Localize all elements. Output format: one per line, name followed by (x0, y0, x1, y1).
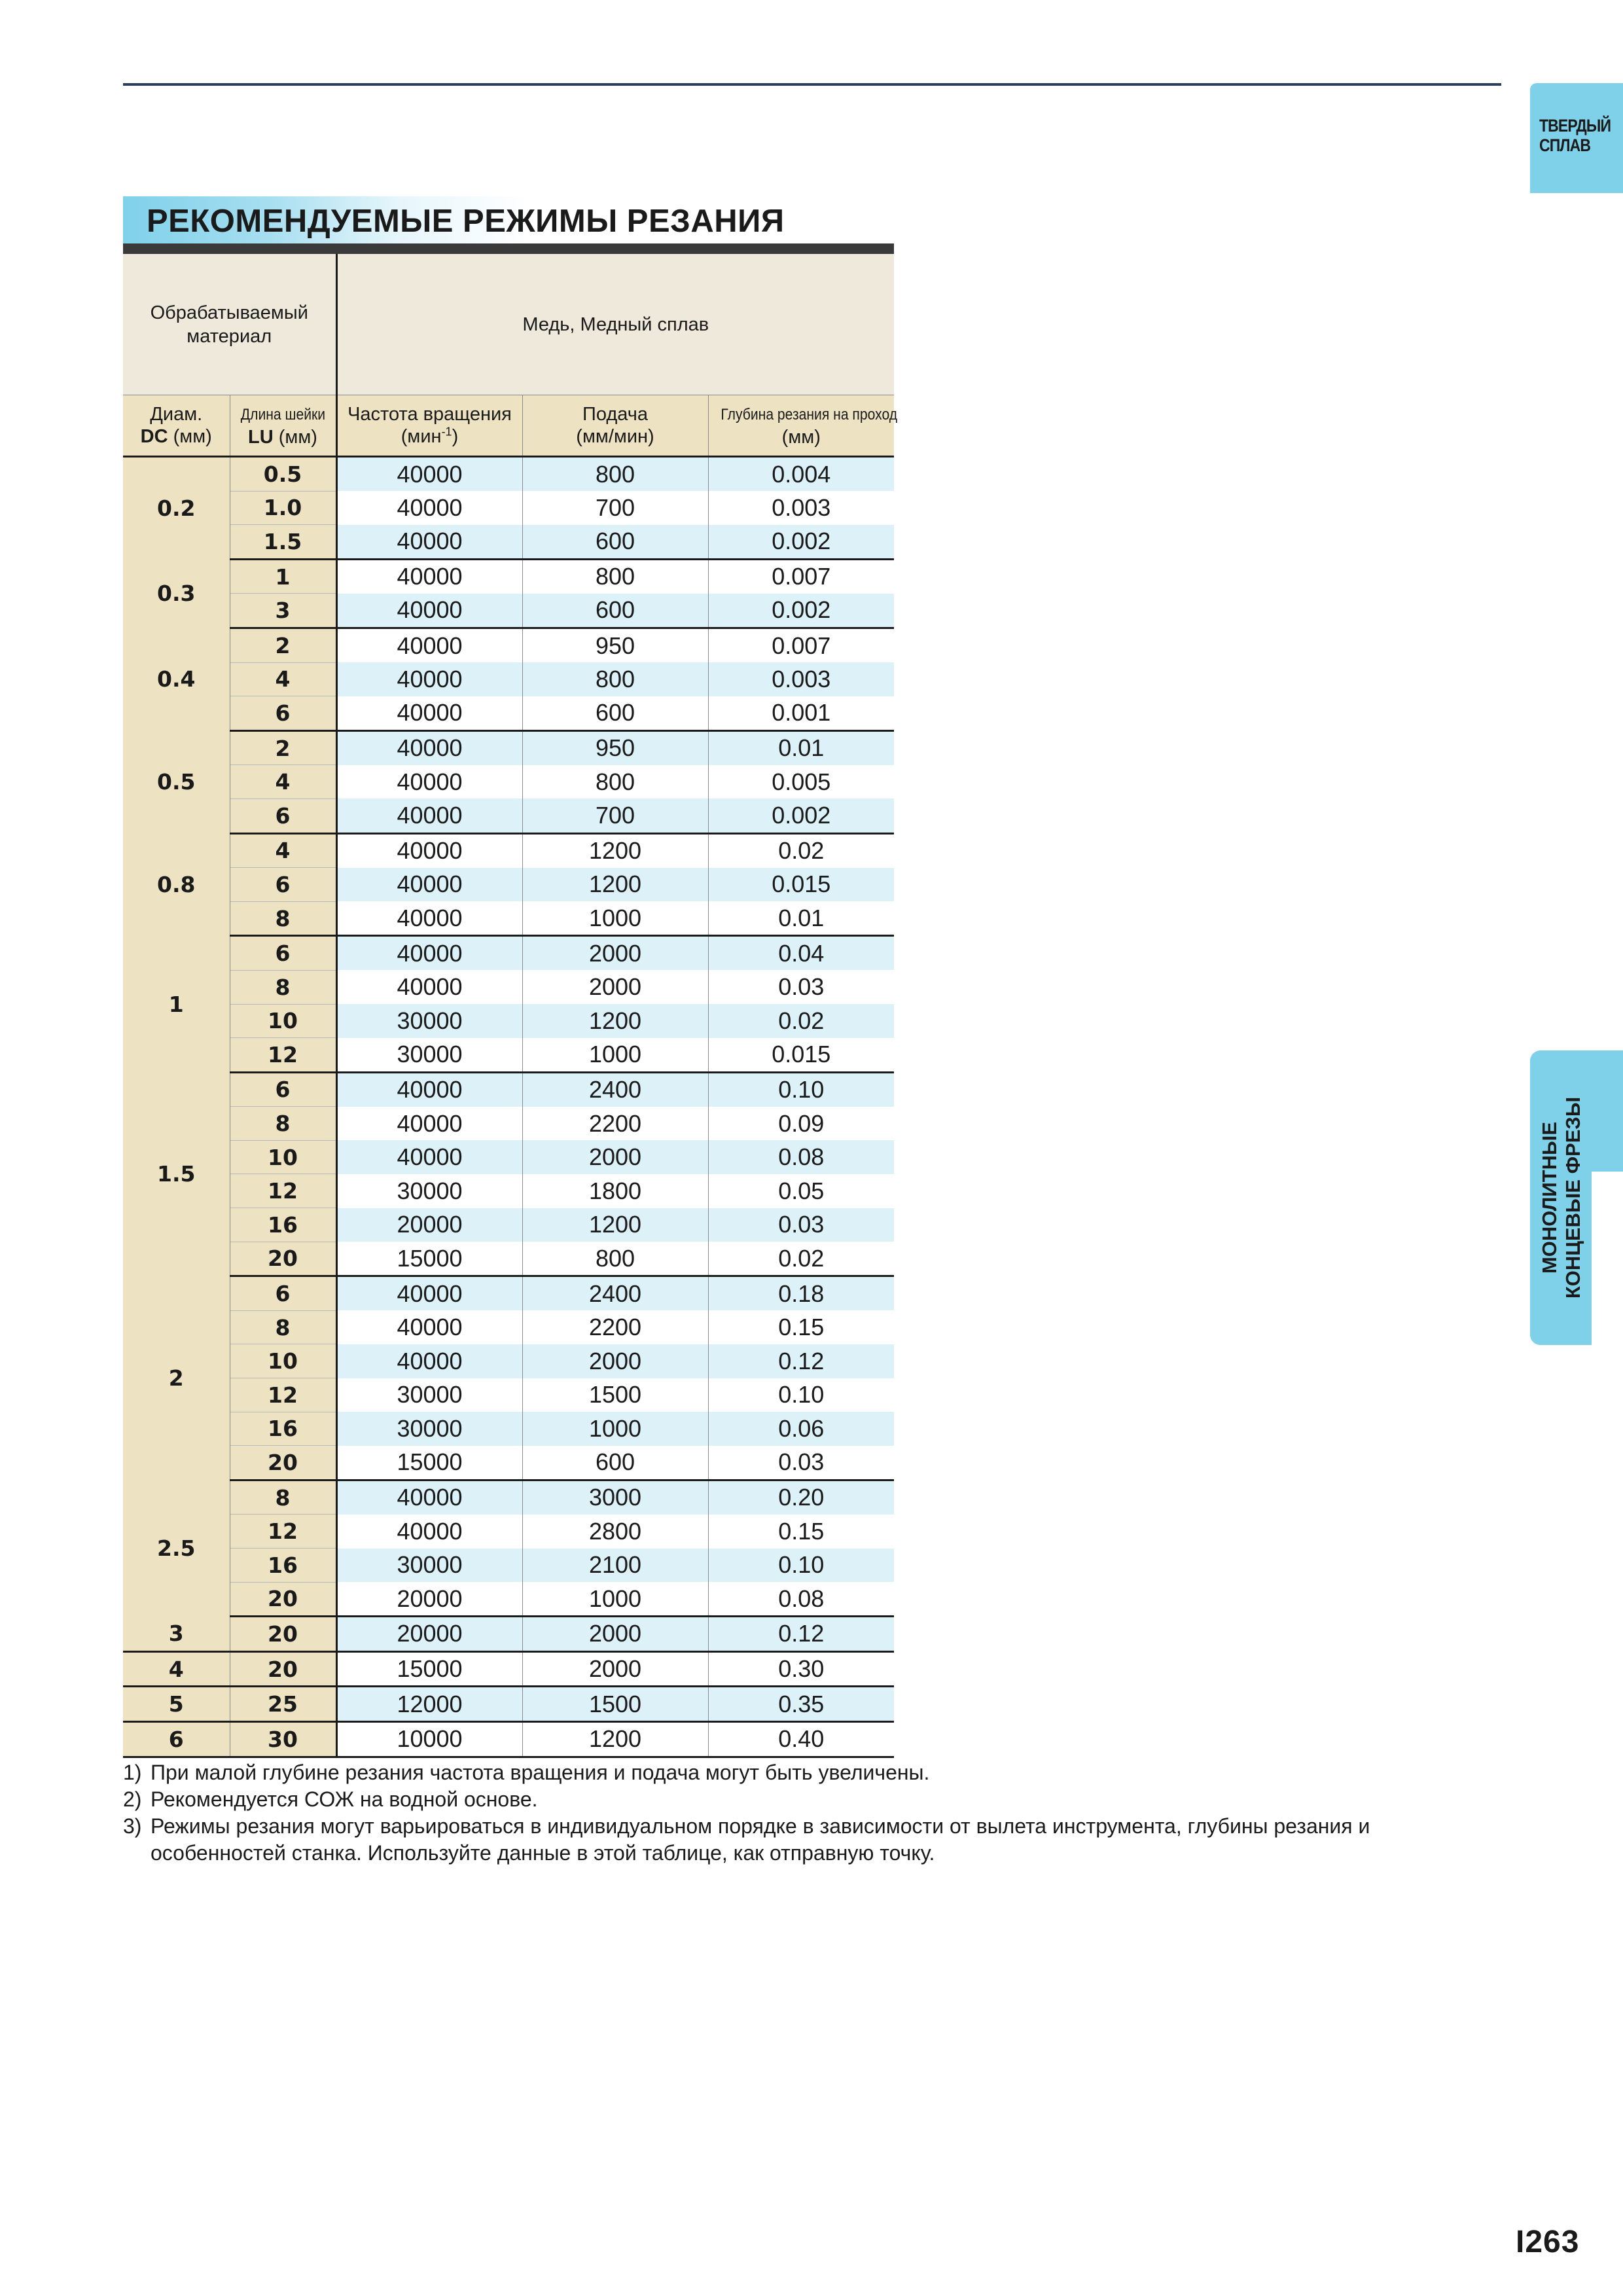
table-row (123, 1276, 894, 1311)
table-row (123, 1310, 894, 1344)
cell-lu: 8 (230, 901, 336, 936)
cell-lu: 6 (230, 1276, 336, 1311)
table-row (123, 1242, 894, 1276)
section-tab-line: МОНОЛИТНЫЕ (1538, 1121, 1561, 1274)
cell-depth: 0.10 (708, 1549, 894, 1583)
table-row (123, 868, 894, 902)
cell-speed: 40000 (336, 1140, 522, 1174)
cell-feed: 2200 (522, 1310, 708, 1344)
cell-feed: 1200 (522, 1004, 708, 1038)
table-row (123, 525, 894, 560)
cell-lu: 4 (230, 765, 336, 799)
col-header-text: Подача (582, 404, 648, 425)
table-row (123, 798, 894, 833)
cell-feed: 800 (522, 559, 708, 594)
cell-speed: 12000 (336, 1687, 522, 1722)
cell-lu: 8 (230, 1107, 336, 1141)
cell-feed: 800 (522, 765, 708, 799)
cell-feed: 1200 (522, 1208, 708, 1242)
table-row (123, 1582, 894, 1617)
cell-feed: 2000 (522, 970, 708, 1004)
cell-depth: 0.03 (708, 1208, 894, 1242)
section-tab-line: ТВЕРДЫЙ (1539, 116, 1611, 135)
cell-depth: 0.03 (708, 970, 894, 1004)
cell-depth: 0.15 (708, 1515, 894, 1549)
footnote-text: При малой глубине резания частота вращения и подача могут быть увеличены. (151, 1761, 930, 1784)
cell-depth: 0.002 (708, 798, 894, 833)
cell-lu: 4 (230, 662, 336, 696)
cell-feed: 600 (522, 696, 708, 731)
cell-feed: 2000 (522, 1617, 708, 1652)
cell-speed: 15000 (336, 1446, 522, 1480)
cell-feed: 1000 (522, 1412, 708, 1446)
material-label-line: Обрабатываемый (150, 302, 308, 323)
cell-feed: 1200 (522, 868, 708, 902)
cell-feed: 3000 (522, 1480, 708, 1515)
table-row (123, 730, 894, 765)
footnote (123, 1786, 1497, 1813)
table-row (123, 1549, 894, 1583)
cell-lu: 16 (230, 1412, 336, 1446)
cell-speed: 40000 (336, 559, 522, 594)
material-header-row (123, 254, 894, 395)
table-row (123, 901, 894, 936)
cell-lu: 6 (230, 1072, 336, 1107)
cell-speed: 30000 (336, 1378, 522, 1412)
cell-lu: 4 (230, 833, 336, 868)
table-row (123, 765, 894, 799)
cell-depth: 0.007 (708, 559, 894, 594)
cell-depth: 0.003 (708, 662, 894, 696)
cell-dc: 0.2 (123, 457, 230, 560)
tab-notch (1592, 1172, 1623, 1345)
cell-depth: 0.10 (708, 1378, 894, 1412)
cell-dc: 0.8 (123, 833, 230, 936)
cell-lu: 6 (230, 868, 336, 902)
section-tab-line: КОНЦЕВЫЕ ФРЕЗЫ (1561, 1096, 1585, 1299)
cell-depth: 0.35 (708, 1687, 894, 1722)
col-header-unit: (мм) (781, 427, 821, 448)
title-banner (123, 196, 894, 243)
cell-speed: 40000 (336, 1276, 522, 1311)
cell-dc: 0.3 (123, 559, 230, 628)
cell-dc: 2.5 (123, 1480, 230, 1616)
page-number: I263 (1516, 2225, 1580, 2259)
cell-feed: 600 (522, 1446, 708, 1480)
cell-lu: 20 (230, 1582, 336, 1617)
footnote (123, 1759, 1497, 1786)
table-row (123, 491, 894, 525)
col-header-lu (230, 395, 336, 457)
table-row (123, 1344, 894, 1378)
col-header-dc (123, 395, 230, 457)
cell-feed: 1200 (522, 833, 708, 868)
cell-feed: 1000 (522, 1582, 708, 1617)
col-header-unit: (мин (401, 426, 442, 447)
section-tab-endmills-label (1531, 1055, 1592, 1340)
cell-speed: 20000 (336, 1617, 522, 1652)
footnote (123, 1813, 1497, 1867)
table-row (123, 559, 894, 594)
col-header-depth (708, 395, 897, 457)
cell-lu: 2 (230, 628, 336, 662)
table-row (123, 1617, 894, 1652)
cell-feed: 1000 (522, 1038, 708, 1073)
cell-dc: 1 (123, 936, 230, 1072)
table-row (123, 1651, 894, 1687)
cell-speed: 40000 (336, 833, 522, 868)
table-row (123, 1140, 894, 1174)
cell-feed: 1500 (522, 1687, 708, 1722)
col-header-unit: (мм) (168, 426, 212, 447)
cell-speed: 40000 (336, 1107, 522, 1141)
col-header-text: Длина шейки (240, 406, 325, 423)
cell-feed: 950 (522, 628, 708, 662)
cell-speed: 20000 (336, 1208, 522, 1242)
cell-lu: 20 (230, 1446, 336, 1480)
cell-lu: 1.0 (230, 491, 336, 525)
table-row (123, 662, 894, 696)
cell-dc: 0.5 (123, 730, 230, 833)
col-header-symbol: LU (248, 427, 274, 448)
cell-speed: 30000 (336, 1412, 522, 1446)
cell-depth: 0.002 (708, 525, 894, 560)
cell-lu: 12 (230, 1038, 336, 1073)
col-header-text: Частота вращения (348, 404, 512, 425)
cell-speed: 40000 (336, 970, 522, 1004)
cell-lu: 10 (230, 1004, 336, 1038)
cell-lu: 20 (230, 1242, 336, 1276)
cell-lu: 10 (230, 1344, 336, 1378)
cell-speed: 30000 (336, 1038, 522, 1073)
cell-lu: 8 (230, 970, 336, 1004)
table-row (123, 1038, 894, 1073)
col-header-unit: ) (452, 426, 459, 447)
cell-depth: 0.002 (708, 594, 894, 628)
cell-speed: 40000 (336, 1344, 522, 1378)
table-row (123, 1687, 894, 1722)
cell-feed: 2400 (522, 1072, 708, 1107)
cell-lu: 1.5 (230, 525, 336, 560)
footnote-number: 3) (123, 1814, 142, 1838)
table-row (123, 833, 894, 868)
cell-depth: 0.09 (708, 1107, 894, 1141)
cell-depth: 0.001 (708, 696, 894, 731)
cell-depth: 0.01 (708, 901, 894, 936)
table-row (123, 1378, 894, 1412)
cell-feed: 800 (522, 457, 708, 492)
cell-depth: 0.12 (708, 1617, 894, 1652)
cell-lu: 20 (230, 1617, 336, 1652)
cell-lu: 25 (230, 1687, 336, 1722)
cell-speed: 40000 (336, 525, 522, 560)
cell-speed: 40000 (336, 1480, 522, 1515)
cell-depth: 0.03 (708, 1446, 894, 1480)
table-row (123, 457, 894, 492)
cell-dc: 1.5 (123, 1072, 230, 1276)
cell-lu: 10 (230, 1140, 336, 1174)
cell-dc: 0.4 (123, 628, 230, 730)
cell-lu: 20 (230, 1651, 336, 1687)
cell-speed: 30000 (336, 1549, 522, 1583)
cell-speed: 40000 (336, 628, 522, 662)
cell-depth: 0.10 (708, 1072, 894, 1107)
cell-feed: 950 (522, 730, 708, 765)
cell-feed: 1000 (522, 901, 708, 936)
cell-speed: 40000 (336, 662, 522, 696)
cell-lu: 3 (230, 594, 336, 628)
cell-depth: 0.01 (708, 730, 894, 765)
cell-depth: 0.08 (708, 1582, 894, 1617)
table-row (123, 1072, 894, 1107)
cell-feed: 1800 (522, 1174, 708, 1208)
col-header-sup: -1 (441, 425, 452, 439)
section-tab-line: СПЛАВ (1539, 135, 1591, 155)
cell-depth: 0.18 (708, 1276, 894, 1311)
cell-depth: 0.08 (708, 1140, 894, 1174)
cell-lu: 6 (230, 798, 336, 833)
table-row (123, 1174, 894, 1208)
top-rule (123, 83, 1501, 86)
cell-lu: 6 (230, 696, 336, 731)
table-row (123, 1721, 894, 1757)
table-row (123, 1004, 894, 1038)
material-label (123, 254, 336, 395)
table-row (123, 1208, 894, 1242)
cell-speed: 40000 (336, 765, 522, 799)
col-header-speed (336, 395, 522, 457)
cell-feed: 800 (522, 1242, 708, 1276)
cell-depth: 0.20 (708, 1480, 894, 1515)
table-row (123, 1515, 894, 1549)
table-row (123, 936, 894, 971)
col-header-feed (522, 395, 708, 457)
cell-depth: 0.015 (708, 1038, 894, 1073)
page-title: РЕКОМЕНДУЕМЫЕ РЕЖИМЫ РЕЗАНИЯ (147, 204, 785, 239)
cell-speed: 40000 (336, 594, 522, 628)
cell-feed: 600 (522, 525, 708, 560)
table-row (123, 1446, 894, 1480)
cell-feed: 2000 (522, 936, 708, 971)
cell-lu: 8 (230, 1310, 336, 1344)
cell-lu: 12 (230, 1378, 336, 1412)
cell-speed: 20000 (336, 1582, 522, 1617)
material-name: Медь, Медный сплав (336, 254, 894, 395)
cell-depth: 0.05 (708, 1174, 894, 1208)
cell-feed: 2800 (522, 1515, 708, 1549)
table-row (123, 1107, 894, 1141)
cell-depth: 0.30 (708, 1651, 894, 1687)
footnote-number: 1) (123, 1761, 142, 1784)
footnote-text: Режимы резания могут варьироваться в индивидуальном порядке в зависимости от вылета инструмента, глубины резания и особенностей станка. Используйте данные в этой таблице, как отправную точку. (151, 1814, 1370, 1865)
cell-dc: 6 (123, 1721, 230, 1757)
cell-depth: 0.003 (708, 491, 894, 525)
cell-dc: 3 (123, 1617, 230, 1652)
cell-depth: 0.004 (708, 457, 894, 492)
cell-depth: 0.02 (708, 1242, 894, 1276)
cell-feed: 2400 (522, 1276, 708, 1311)
cell-feed: 700 (522, 491, 708, 525)
cell-speed: 40000 (336, 730, 522, 765)
cell-speed: 40000 (336, 1072, 522, 1107)
col-header-text: Глубина резания на проход (720, 406, 897, 423)
footnote-text: Рекомендуется СОЖ на водной основе. (151, 1787, 538, 1811)
cell-depth: 0.02 (708, 1004, 894, 1038)
cell-feed: 1500 (522, 1378, 708, 1412)
section-tab-carbide[interactable] (1530, 83, 1623, 193)
cell-speed: 40000 (336, 798, 522, 833)
cell-speed: 40000 (336, 936, 522, 971)
cell-depth: 0.04 (708, 936, 894, 971)
cell-speed: 15000 (336, 1651, 522, 1687)
column-header-row (123, 395, 894, 457)
cell-dc: 4 (123, 1651, 230, 1687)
table-row (123, 1412, 894, 1446)
col-header-unit: (мм) (273, 427, 317, 448)
cell-feed: 1200 (522, 1721, 708, 1757)
cell-feed: 2200 (522, 1107, 708, 1141)
cell-lu: 30 (230, 1721, 336, 1757)
cell-depth: 0.02 (708, 833, 894, 868)
cell-speed: 10000 (336, 1721, 522, 1757)
footnote-number: 2) (123, 1787, 142, 1811)
cell-feed: 2000 (522, 1344, 708, 1378)
cell-lu: 8 (230, 1480, 336, 1515)
cell-depth: 0.015 (708, 868, 894, 902)
cell-feed: 2100 (522, 1549, 708, 1583)
cell-speed: 40000 (336, 457, 522, 492)
cell-lu: 1 (230, 559, 336, 594)
cell-speed: 40000 (336, 1515, 522, 1549)
cell-speed: 30000 (336, 1174, 522, 1208)
table-row (123, 1480, 894, 1515)
cell-dc: 5 (123, 1687, 230, 1722)
cell-feed: 700 (522, 798, 708, 833)
table-row (123, 628, 894, 662)
cell-speed: 40000 (336, 868, 522, 902)
table-row (123, 970, 894, 1004)
cell-feed: 800 (522, 662, 708, 696)
cell-feed: 2000 (522, 1140, 708, 1174)
cell-lu: 16 (230, 1208, 336, 1242)
cell-speed: 15000 (336, 1242, 522, 1276)
cell-speed: 40000 (336, 696, 522, 731)
material-label-line: материал (187, 325, 272, 347)
col-header-text: Диам. (150, 404, 203, 425)
footnotes (123, 1759, 1497, 1867)
cell-lu: 0.5 (230, 457, 336, 492)
cell-depth: 0.005 (708, 765, 894, 799)
cell-speed: 40000 (336, 901, 522, 936)
cell-dc: 2 (123, 1276, 230, 1480)
title-underline (123, 243, 894, 254)
col-header-symbol: DC (140, 426, 168, 447)
cell-depth: 0.40 (708, 1721, 894, 1757)
cutting-conditions-table (123, 254, 897, 1758)
cell-depth: 0.06 (708, 1412, 894, 1446)
cell-speed: 40000 (336, 491, 522, 525)
cell-speed: 30000 (336, 1004, 522, 1038)
cell-depth: 0.007 (708, 628, 894, 662)
cell-depth: 0.12 (708, 1344, 894, 1378)
cell-lu: 6 (230, 936, 336, 971)
cell-lu: 12 (230, 1174, 336, 1208)
cell-lu: 12 (230, 1515, 336, 1549)
cell-lu: 2 (230, 730, 336, 765)
cell-lu: 16 (230, 1549, 336, 1583)
cell-feed: 2000 (522, 1651, 708, 1687)
col-header-unit: (мм/мин) (576, 426, 654, 447)
table-row (123, 696, 894, 731)
table-row (123, 594, 894, 628)
cell-feed: 600 (522, 594, 708, 628)
cell-speed: 40000 (336, 1310, 522, 1344)
cell-depth: 0.15 (708, 1310, 894, 1344)
